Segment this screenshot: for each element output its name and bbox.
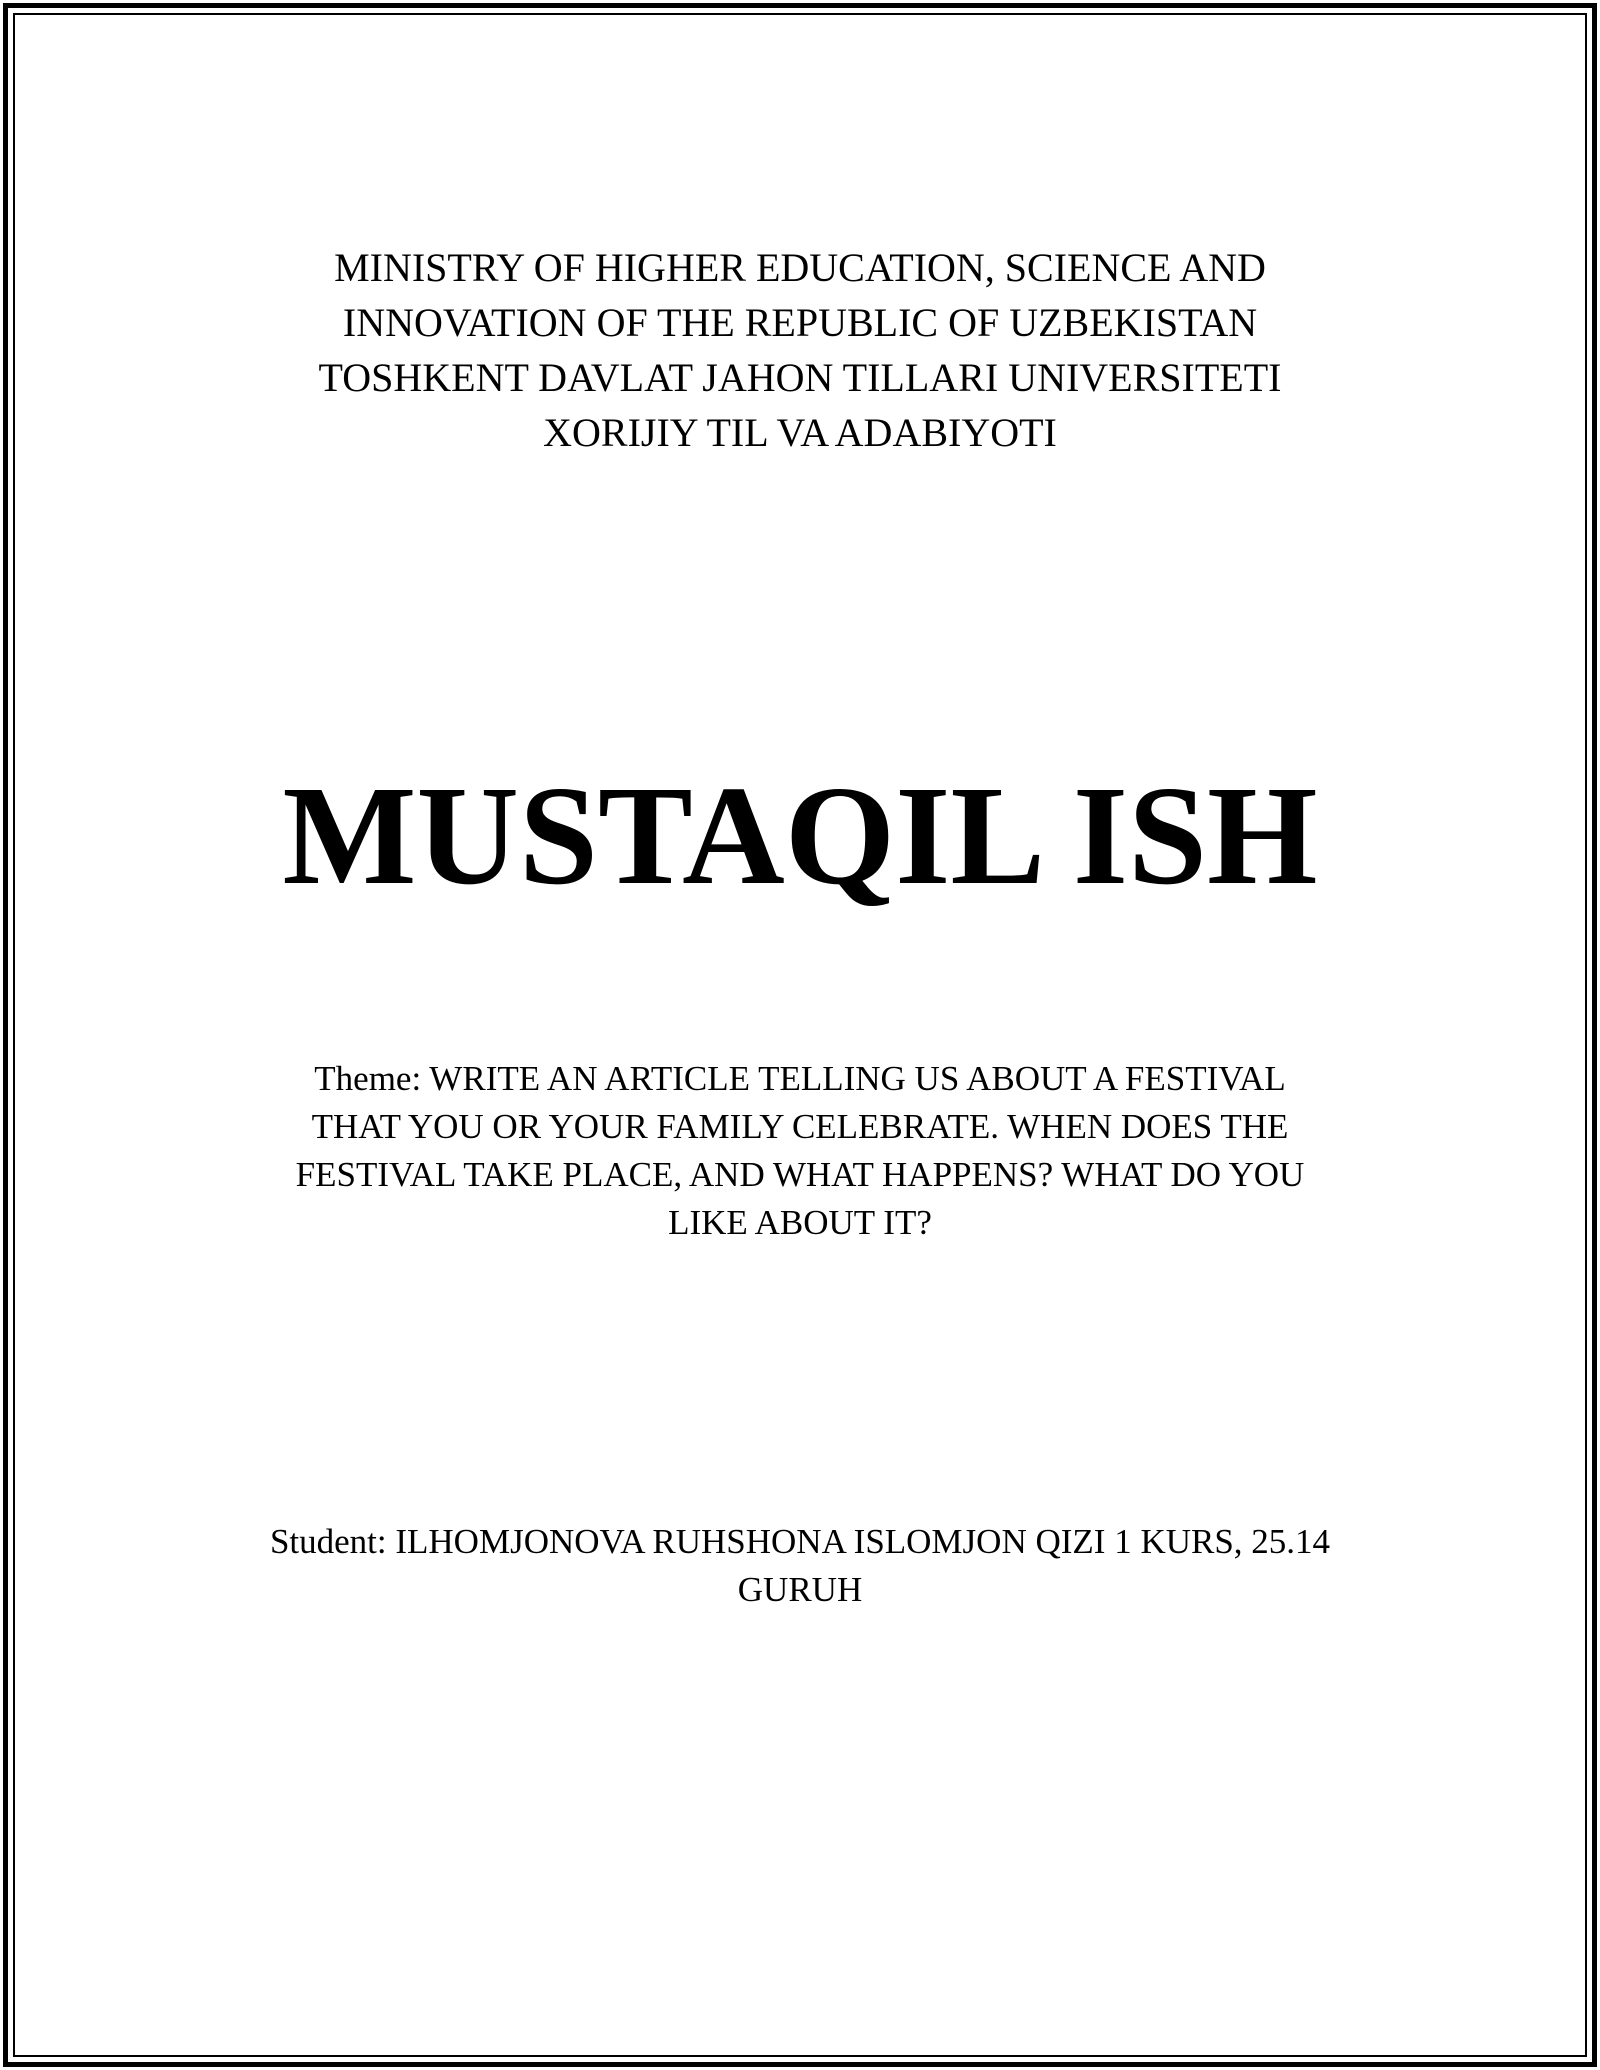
theme-block [200,1055,1400,1247]
header-line-university: TOSHKENT DAVLAT JAHON TILLARI UNIVERSITETI [318,355,1282,400]
header-line-ministry-1: MINISTRY OF HIGHER EDUCATION, SCIENCE AND [334,245,1266,290]
theme-line: Theme: WRITE AN ARTICLE TELLING US ABOUT A FESTIVAL [314,1059,1286,1098]
theme-line: THAT YOU OR YOUR FAMILY CELEBRATE. WHEN DOES THE [311,1107,1289,1146]
document-title: MUSTAQIL ISH [282,756,1318,914]
student-line: GURUH [737,1570,863,1609]
theme-line: FESTIVAL TAKE PLACE, AND WHAT HAPPENS? WHAT DO YOU [295,1155,1305,1194]
header-line-ministry-2: INNOVATION OF THE REPUBLIC OF UZBEKISTAN [342,300,1258,345]
student-line: Student: ILHOMJONOVA RUHSHONA ISLOMJON QIZI 1 KURS, 25.14 [269,1522,1331,1561]
theme-line: LIKE ABOUT IT? [668,1203,932,1242]
header-line-faculty: XORIJIY TIL VA ADABIYOTI [543,410,1057,455]
institution-header [200,240,1400,460]
student-info [200,1518,1400,1614]
